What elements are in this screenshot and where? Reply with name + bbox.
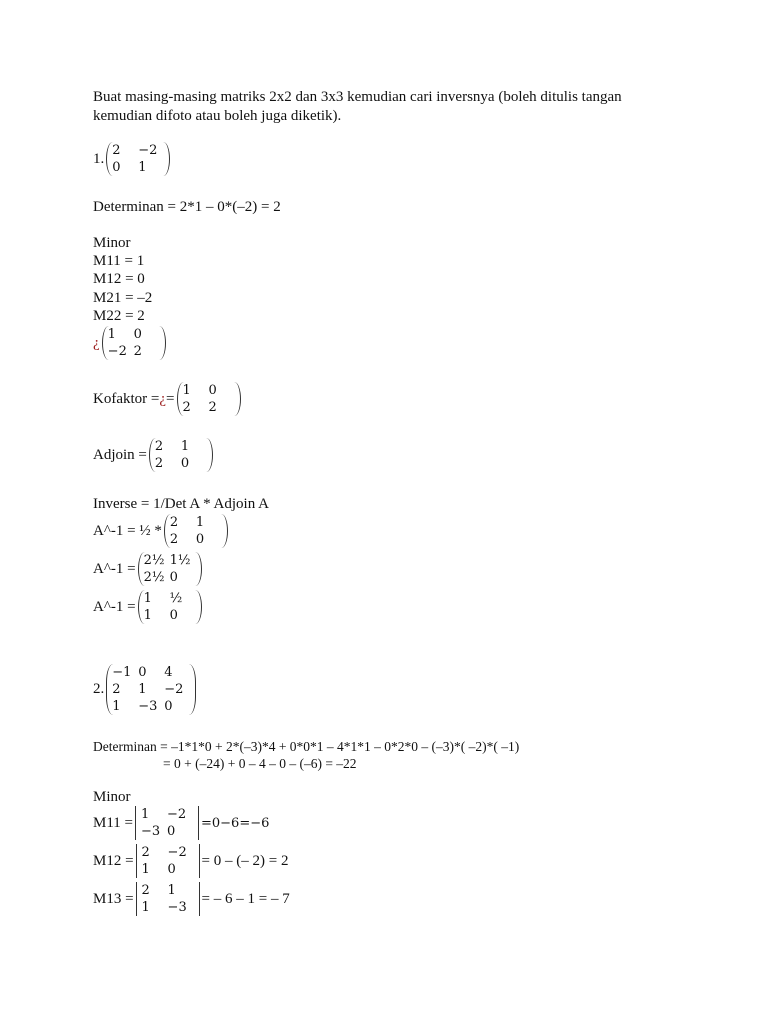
problem2-determinant-line1: Determinan = –1*1*0 + 2*(–3)*4 + 0*0*1 – 4*1*1 – 0*2*0 – (–3)*( –2)*( –1) bbox=[93, 739, 520, 754]
problem1-minor-m21: M21 = –2 bbox=[93, 290, 153, 306]
matrix-row bbox=[112, 681, 190, 698]
matrix-cell: 2 bbox=[154, 456, 164, 471]
inverse-step1-matrix bbox=[164, 514, 228, 548]
matrix-row bbox=[155, 438, 207, 455]
m11-result: =0−6=−6 bbox=[201, 815, 270, 831]
problem1-cofactor-row bbox=[93, 382, 243, 416]
problem1-minor-title: Minor bbox=[93, 235, 131, 251]
matrix-cell: 1 bbox=[167, 883, 176, 898]
problem1-minor-m12: M12 = 0 bbox=[93, 271, 145, 287]
m12-result: = 0 – (– 2) = 2 bbox=[201, 852, 289, 869]
problem1-inverse-step1 bbox=[93, 514, 230, 548]
matrix-cell: 0 bbox=[133, 327, 142, 342]
problem2-minor-title: Minor bbox=[93, 789, 131, 805]
matrix-cell: 0 bbox=[112, 160, 121, 175]
problem1-matrix-row bbox=[93, 142, 172, 176]
matrix-cell: −2 bbox=[138, 143, 158, 158]
inverse-step2-label: A^-1 = bbox=[93, 560, 136, 577]
matrix-cell: 0 bbox=[180, 456, 190, 471]
m11-label: M11 = bbox=[93, 814, 133, 831]
matrix-row bbox=[112, 698, 190, 715]
inverse-step1-label: A^-1 = ½ * bbox=[93, 522, 162, 539]
matrix-row bbox=[144, 552, 196, 569]
matrix-row bbox=[183, 399, 235, 416]
problem2-label: 2. bbox=[93, 681, 105, 697]
problem1-minor-matrix-row bbox=[93, 326, 168, 360]
matrix-row bbox=[142, 861, 194, 878]
matrix-cell: 1 bbox=[143, 591, 152, 606]
matrix-cell: 1 bbox=[107, 327, 116, 342]
cofactor-equals: = bbox=[166, 390, 175, 407]
matrix-row bbox=[108, 343, 160, 360]
problem1-adjoint-row bbox=[93, 438, 215, 472]
problem2-matrix bbox=[106, 664, 196, 715]
matrix-row bbox=[141, 823, 193, 840]
intro-line-2: kemudian difoto atau boleh juga diketik). bbox=[93, 108, 342, 124]
matrix-cell: −1 bbox=[112, 665, 132, 680]
matrix-cell: 0 bbox=[138, 665, 147, 680]
matrix-cell: 2 bbox=[169, 515, 179, 530]
matrix-cell: 2 bbox=[208, 400, 217, 415]
matrix-cell: 0 bbox=[167, 862, 176, 877]
problem1-minor-m11: M11 = 1 bbox=[93, 253, 145, 269]
matrix-cell: 2 bbox=[112, 143, 121, 158]
matrix-cell: 1 bbox=[143, 608, 152, 623]
matrix-cell: −3 bbox=[141, 824, 161, 839]
matrix-cell: 2½ bbox=[143, 570, 165, 585]
matrix-cell: 2 bbox=[154, 439, 164, 454]
problem1-inverse-step3 bbox=[93, 590, 204, 624]
matrix-cell: 2 bbox=[133, 344, 142, 359]
matrix-cell: 2 bbox=[112, 682, 121, 697]
matrix-row bbox=[112, 142, 164, 159]
matrix-cell: −3 bbox=[167, 900, 187, 915]
matrix-row bbox=[108, 326, 160, 343]
problem1-inverse-formula: Inverse = 1/Det A * Adjoin A bbox=[93, 496, 269, 512]
matrix-cell: −2 bbox=[167, 845, 187, 860]
matrix-row bbox=[112, 159, 164, 176]
inverse-step3-matrix bbox=[138, 590, 202, 624]
matrix-cell: 0 bbox=[195, 532, 205, 547]
matrix-cell: 1 bbox=[180, 439, 190, 454]
inverse-step3-label: A^-1 = bbox=[93, 598, 136, 615]
matrix-cell: 2 bbox=[141, 845, 150, 860]
problem1-label: 1. bbox=[93, 150, 105, 167]
matrix-cell: 0 bbox=[169, 608, 178, 623]
matrix-cell: 1 bbox=[141, 900, 150, 915]
m12-determinant-matrix bbox=[136, 844, 200, 878]
problem1-minor-matrix bbox=[102, 326, 166, 360]
problem1-matrix bbox=[106, 142, 170, 176]
matrix-cell: 2 bbox=[169, 532, 179, 547]
problem1-cofactor-matrix bbox=[177, 382, 241, 416]
matrix-cell: 1 bbox=[112, 699, 121, 714]
matrix-cell: 0 bbox=[169, 570, 178, 585]
inverted-question-mark: ¿ bbox=[93, 334, 100, 351]
matrix-cell: 2 bbox=[182, 400, 191, 415]
problem1-inverse-step2 bbox=[93, 552, 204, 586]
problem2-m13-row bbox=[93, 882, 290, 916]
matrix-cell: 1 bbox=[195, 515, 205, 530]
matrix-row bbox=[112, 664, 190, 681]
matrix-cell: −2 bbox=[164, 682, 184, 697]
matrix-cell: 1 bbox=[141, 807, 150, 822]
m12-label: M12 = bbox=[93, 852, 134, 869]
m13-result: = – 6 – 1 = – 7 bbox=[201, 890, 290, 907]
problem2-m11-row bbox=[93, 806, 269, 840]
matrix-row bbox=[170, 531, 222, 548]
problem2-m12-row bbox=[93, 844, 288, 878]
matrix-row bbox=[170, 514, 222, 531]
matrix-cell: 0 bbox=[164, 699, 173, 714]
m13-label: M13 = bbox=[93, 890, 134, 907]
m13-determinant-matrix bbox=[136, 882, 200, 916]
problem1-adjoint-matrix bbox=[149, 438, 213, 472]
matrix-cell: 4 bbox=[164, 665, 173, 680]
matrix-row bbox=[144, 569, 196, 586]
matrix-cell: 1 bbox=[138, 160, 147, 175]
inverse-step2-matrix bbox=[138, 552, 202, 586]
matrix-cell: 0 bbox=[208, 383, 217, 398]
matrix-cell: −2 bbox=[167, 807, 187, 822]
matrix-cell: 1 bbox=[141, 862, 150, 877]
matrix-row bbox=[144, 590, 196, 607]
matrix-row bbox=[142, 844, 194, 861]
matrix-row bbox=[144, 607, 196, 624]
matrix-cell: −2 bbox=[107, 344, 127, 359]
matrix-cell: −3 bbox=[138, 699, 158, 714]
matrix-row bbox=[142, 882, 194, 899]
inverted-question-mark: ¿ bbox=[159, 390, 167, 407]
adjoint-label: Adjoin = bbox=[93, 446, 147, 463]
matrix-cell: 1 bbox=[138, 682, 147, 697]
problem2-matrix-row bbox=[93, 664, 198, 715]
intro-line-1: Buat masing-masing matriks 2x2 dan 3x3 kemudian cari inversnya (boleh ditulis tangan bbox=[93, 89, 622, 105]
matrix-cell: 1 bbox=[182, 383, 191, 398]
matrix-row bbox=[142, 899, 194, 916]
problem2-determinant-line2: = 0 + (–24) + 0 – 4 – 0 – (–6) = –22 bbox=[163, 756, 357, 771]
matrix-cell: 0 bbox=[167, 824, 176, 839]
problem1-minor-m22: M22 = 2 bbox=[93, 308, 145, 324]
matrix-cell: 2 bbox=[141, 883, 150, 898]
matrix-row bbox=[141, 806, 193, 823]
matrix-row bbox=[155, 455, 207, 472]
matrix-row bbox=[183, 382, 235, 399]
matrix-cell: ½ bbox=[169, 591, 183, 606]
matrix-cell: 2½ bbox=[143, 553, 165, 568]
cofactor-label: Kofaktor = bbox=[93, 390, 160, 407]
matrix-cell: 1½ bbox=[169, 553, 191, 568]
m11-determinant-matrix bbox=[135, 806, 199, 840]
problem1-determinant: Determinan = 2*1 – 0*(–2) = 2 bbox=[93, 199, 281, 215]
